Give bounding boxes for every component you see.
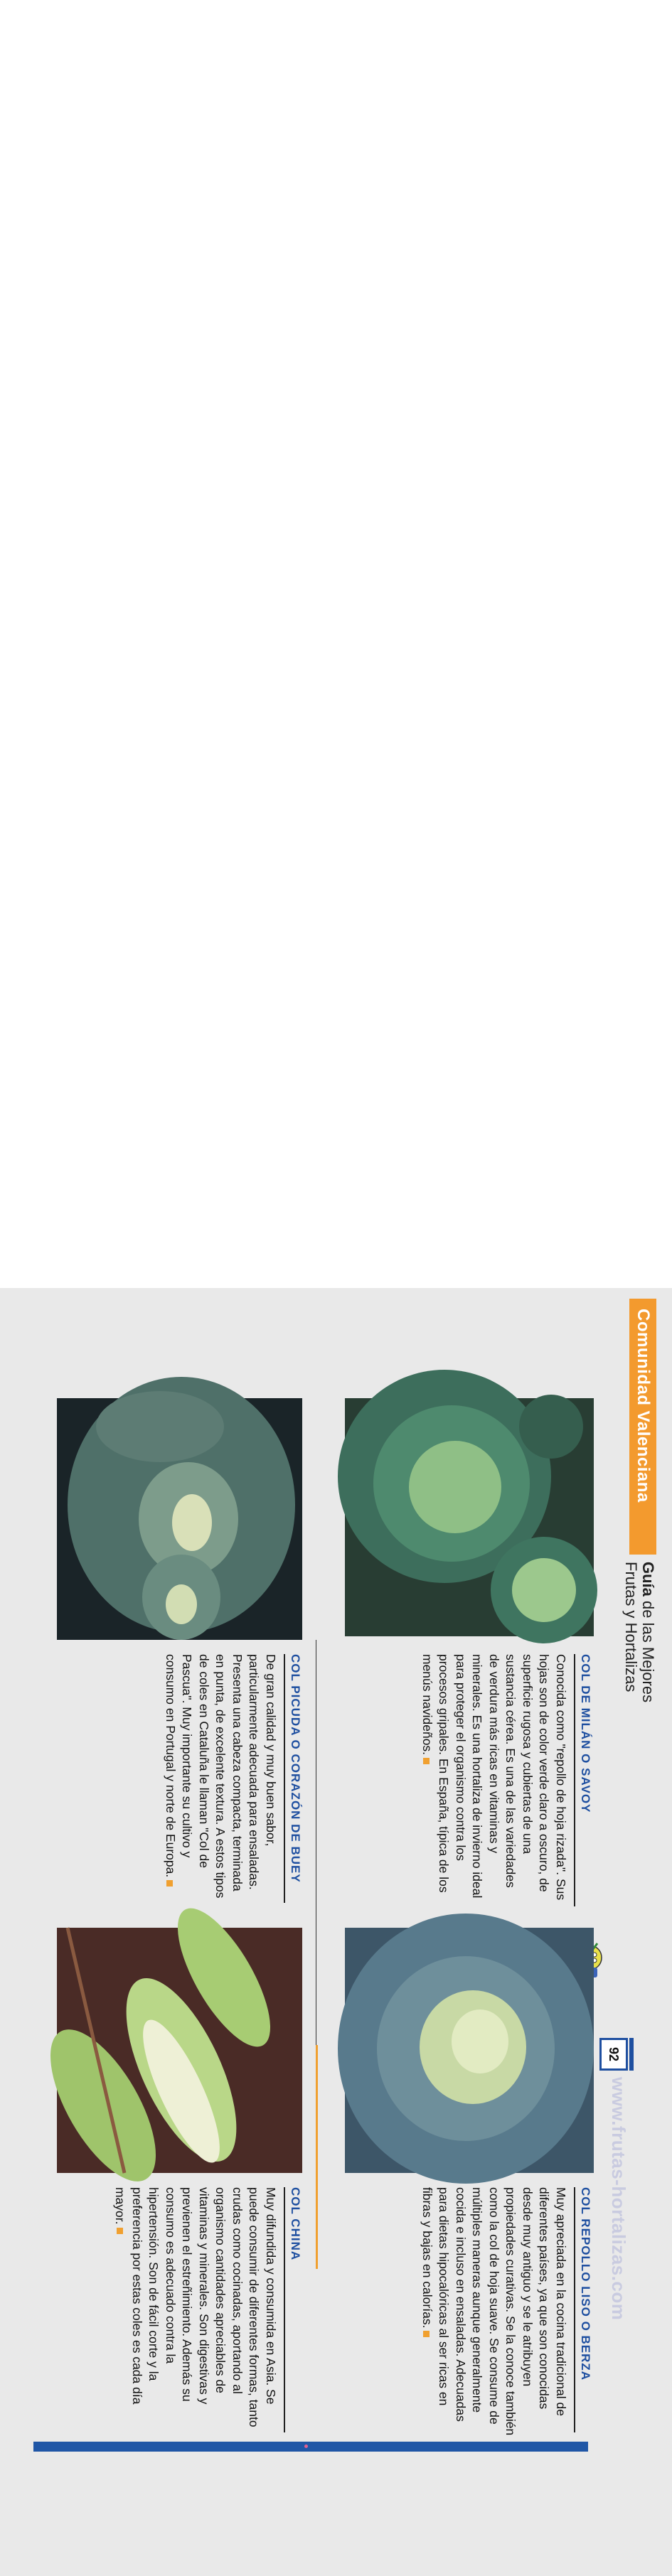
section-title-smooth: COL REPOLLO LISO O BERZA — [579, 2187, 592, 2381]
section-body-smooth: Muy apreciada en la cocina tradicional de diferentes países, ya que son conocidas desde muy antiguo y se le atribuyen propiedades curativas. Se la conoce también como la col de hoja suave. Se consume de múltiples maneras aunque generalmente cocida e incluso en ensaladas. Adecuadas para dietas hipocalóricas al ser ricas en fibras y bajas en calorías. — [420, 2187, 568, 2436]
blue-bar-dot — [304, 2444, 308, 2448]
end-bullet — [423, 2331, 430, 2337]
section-rule-smooth — [574, 2187, 575, 2432]
page-number: 92 — [607, 2046, 622, 2062]
savoy-cabbage-photo — [345, 1398, 594, 1636]
section-text-chinese — [112, 2187, 279, 2436]
pointed-cabbage-photo — [57, 1398, 302, 1640]
section-body-pointed: De gran calidad y muy buen sabor, particularmente adecuada para ensaladas. Presenta una cabeza compacta, terminada en punta, de excelente textura. A estos tipos de coles en Cataluña le llaman "Col de Pascua". Muy importante su cultivo y consumo en Portugal y norte de Europa. — [164, 1654, 278, 1899]
region-band — [629, 1299, 656, 1555]
page-number-box — [599, 2038, 628, 2071]
section-rule-chinese — [284, 2187, 285, 2432]
smooth-cabbage-photo — [345, 1928, 594, 2173]
guide-title-bold: Guía — [639, 1562, 657, 1596]
end-bullet — [423, 1758, 430, 1764]
page-number-bar — [629, 2038, 634, 2071]
section-rule-savoy — [574, 1654, 575, 1906]
end-bullet — [166, 1880, 173, 1887]
chinese-cabbage-photo — [57, 1928, 302, 2173]
section-title-savoy: COL DE MILÁN O SAVOY — [579, 1654, 592, 1813]
region-label: Comunidad Valenciana — [634, 1309, 653, 1503]
guide-title-rest: de las Mejores — [639, 1596, 657, 1703]
blue-bar — [33, 2442, 588, 2452]
section-text-smooth — [419, 2187, 570, 2436]
section-body-chinese: Muy difundida y consumida en Asia. Se puede consumir de diferentes formas, tanto crudas como cocinadas, aportando al organismo cantidades apreciables de vitaminas y minerales. Son digestivas y previenen el estreñimiento. Además su consumo es adecuado contra la hipertensión. Son de fácil corte y la preferencia por estas coles es cada día mayor. — [113, 2187, 278, 2427]
section-rule-pointed — [284, 1654, 285, 1903]
section-title-chinese: COL CHINA — [289, 2187, 302, 2261]
website-url: www.frutas-hortalizas.com — [608, 2077, 629, 2321]
section-body-savoy: Conocida como "repollo de hoja rizada". Sus hojas son de color verde claro a oscuro, de superficie rugosa y cubiertas de una sustancia cérea. Es una de las variedades de verdura más ricas en vitaminas y minerales. Es una hortaliza de invierno ideal para proteger el organismo contra los procesos gripales. En España, típica de los menús navideños. — [420, 1654, 568, 1901]
orange-divider — [316, 2045, 318, 2269]
end-bullet — [117, 2228, 123, 2234]
guide-title — [622, 1562, 656, 1789]
section-text-savoy — [419, 1654, 570, 1903]
guide-title-line2: Frutas y Hortalizas — [622, 1562, 640, 1692]
section-title-pointed: COL PICUDA O CORAZÓN DE BUEY — [289, 1654, 302, 1883]
section-text-pointed — [162, 1654, 279, 1903]
page-content-rotated — [0, 1288, 672, 2576]
